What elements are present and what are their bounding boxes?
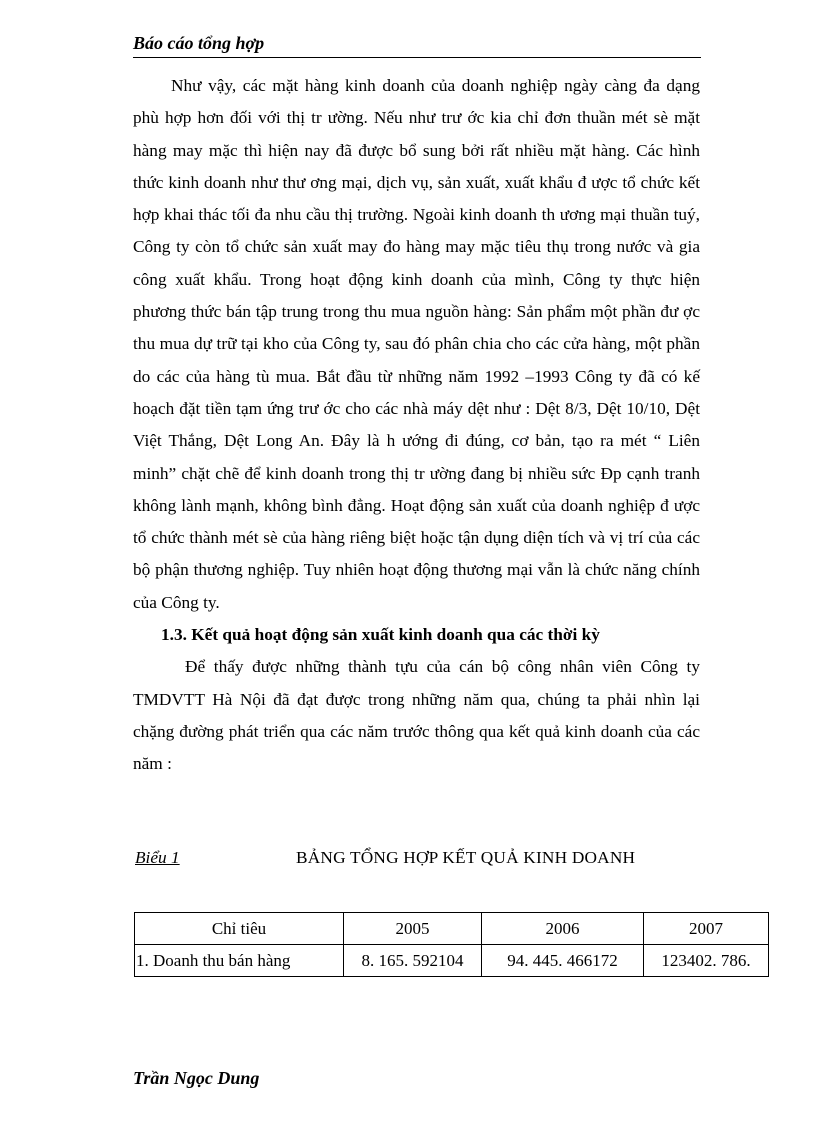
- caption-label: Biểu 1: [135, 848, 180, 867]
- table-row: [135, 945, 769, 977]
- section-heading: 1.3. Kết quả hoạt động sản xuất kinh doanh qua các thời kỳ: [161, 625, 600, 645]
- page-header: [133, 33, 701, 58]
- paragraph-2: Để thấy được những thành tựu của cán bộ công nhân viên Công ty TMDVTT Hà Nội đã đạt được trong những năm qua, chúng ta phải nhìn lại chặng đường phát triển qua các năm trước thông qua kết quả kinh doanh của các năm :: [133, 657, 700, 774]
- table-caption: [135, 848, 735, 876]
- value-2006: 94. 445. 466172: [482, 945, 644, 977]
- row-label: 1. Doanh thu bán hàng: [135, 945, 344, 977]
- value-2007: 123402. 786.: [644, 945, 769, 977]
- header-cell-2006: 2006: [482, 913, 644, 945]
- value-2005: 8. 165. 592104: [344, 945, 482, 977]
- header-cell-2005: 2005: [344, 913, 482, 945]
- header-cell-2007: 2007: [644, 913, 769, 945]
- table-header-row: [135, 913, 769, 945]
- results-table: [134, 912, 769, 977]
- paragraph-1: Như vậy, các mặt hàng kinh doanh của doanh nghiệp ngày càng đa dạng phù hợp hơn đối với thị tr ường. Nếu như trư ớc kia chỉ đơn thuần mét sè mặt hàng may mặc thì hiện nay đã được bổ sung bởi rất nhiều mặt hàng. Các hình thức kinh doanh như thư ơng mại, dịch vụ, sản xuất, xuất khẩu đ ược tổ chức kết hợp khai thác tối đa nhu cầu thị trường. Ngoài kinh doanh th ương mại thuần tuý, Công ty còn tổ chức sản xuất may đo hàng may mặc tiêu thụ trong nước và gia công xuất khẩu. Trong hoạt động kinh doanh của mình, Công ty thực hiện phương thức bán tập trung trong thu mua nguồn hàng: Sản phẩm một phần đư ợc thu mua dự trữ tại kho của Công ty, sau đó phân chia cho các cửa hàng, một phần do các của hàng tù mua. Bắt đầu từ những năm 1992 –1993 Công ty đã có kế hoạch đặt tiền tạm ứng trư ớc cho các nhà máy dệt như : Dệt 8/3, Dệt 10/10, Dệt Việt Thắng, Dệt Long An. Đây là h ướng đi đúng, cơ bản, tạo ra mét “ Liên minh” chặt chẽ để kinh doanh trong thị tr ường đang bị nhiều sức Ðp cạnh tranh không lành mạnh, không bình đẳng. Hoạt động sản xuất của doanh nghiệp đ ược tổ chức thành mét sè của hàng riêng biệt hoặc tận dụng diện tích và vị trí của các bộ phận thương nghiệp. Tuy nhiên hoạt động thương mại vẫn là chức năng chính của Công ty.: [133, 76, 700, 612]
- header-cell-indicator: Chỉ tiêu: [135, 913, 344, 945]
- body-text: [133, 70, 700, 781]
- footer-author: Trần Ngọc Dung: [133, 1068, 260, 1088]
- header-title: Báo cáo tổng hợp: [133, 33, 265, 53]
- caption-title: BẢNG TỔNG HỢP KẾT QUẢ KINH DOANH: [296, 848, 636, 867]
